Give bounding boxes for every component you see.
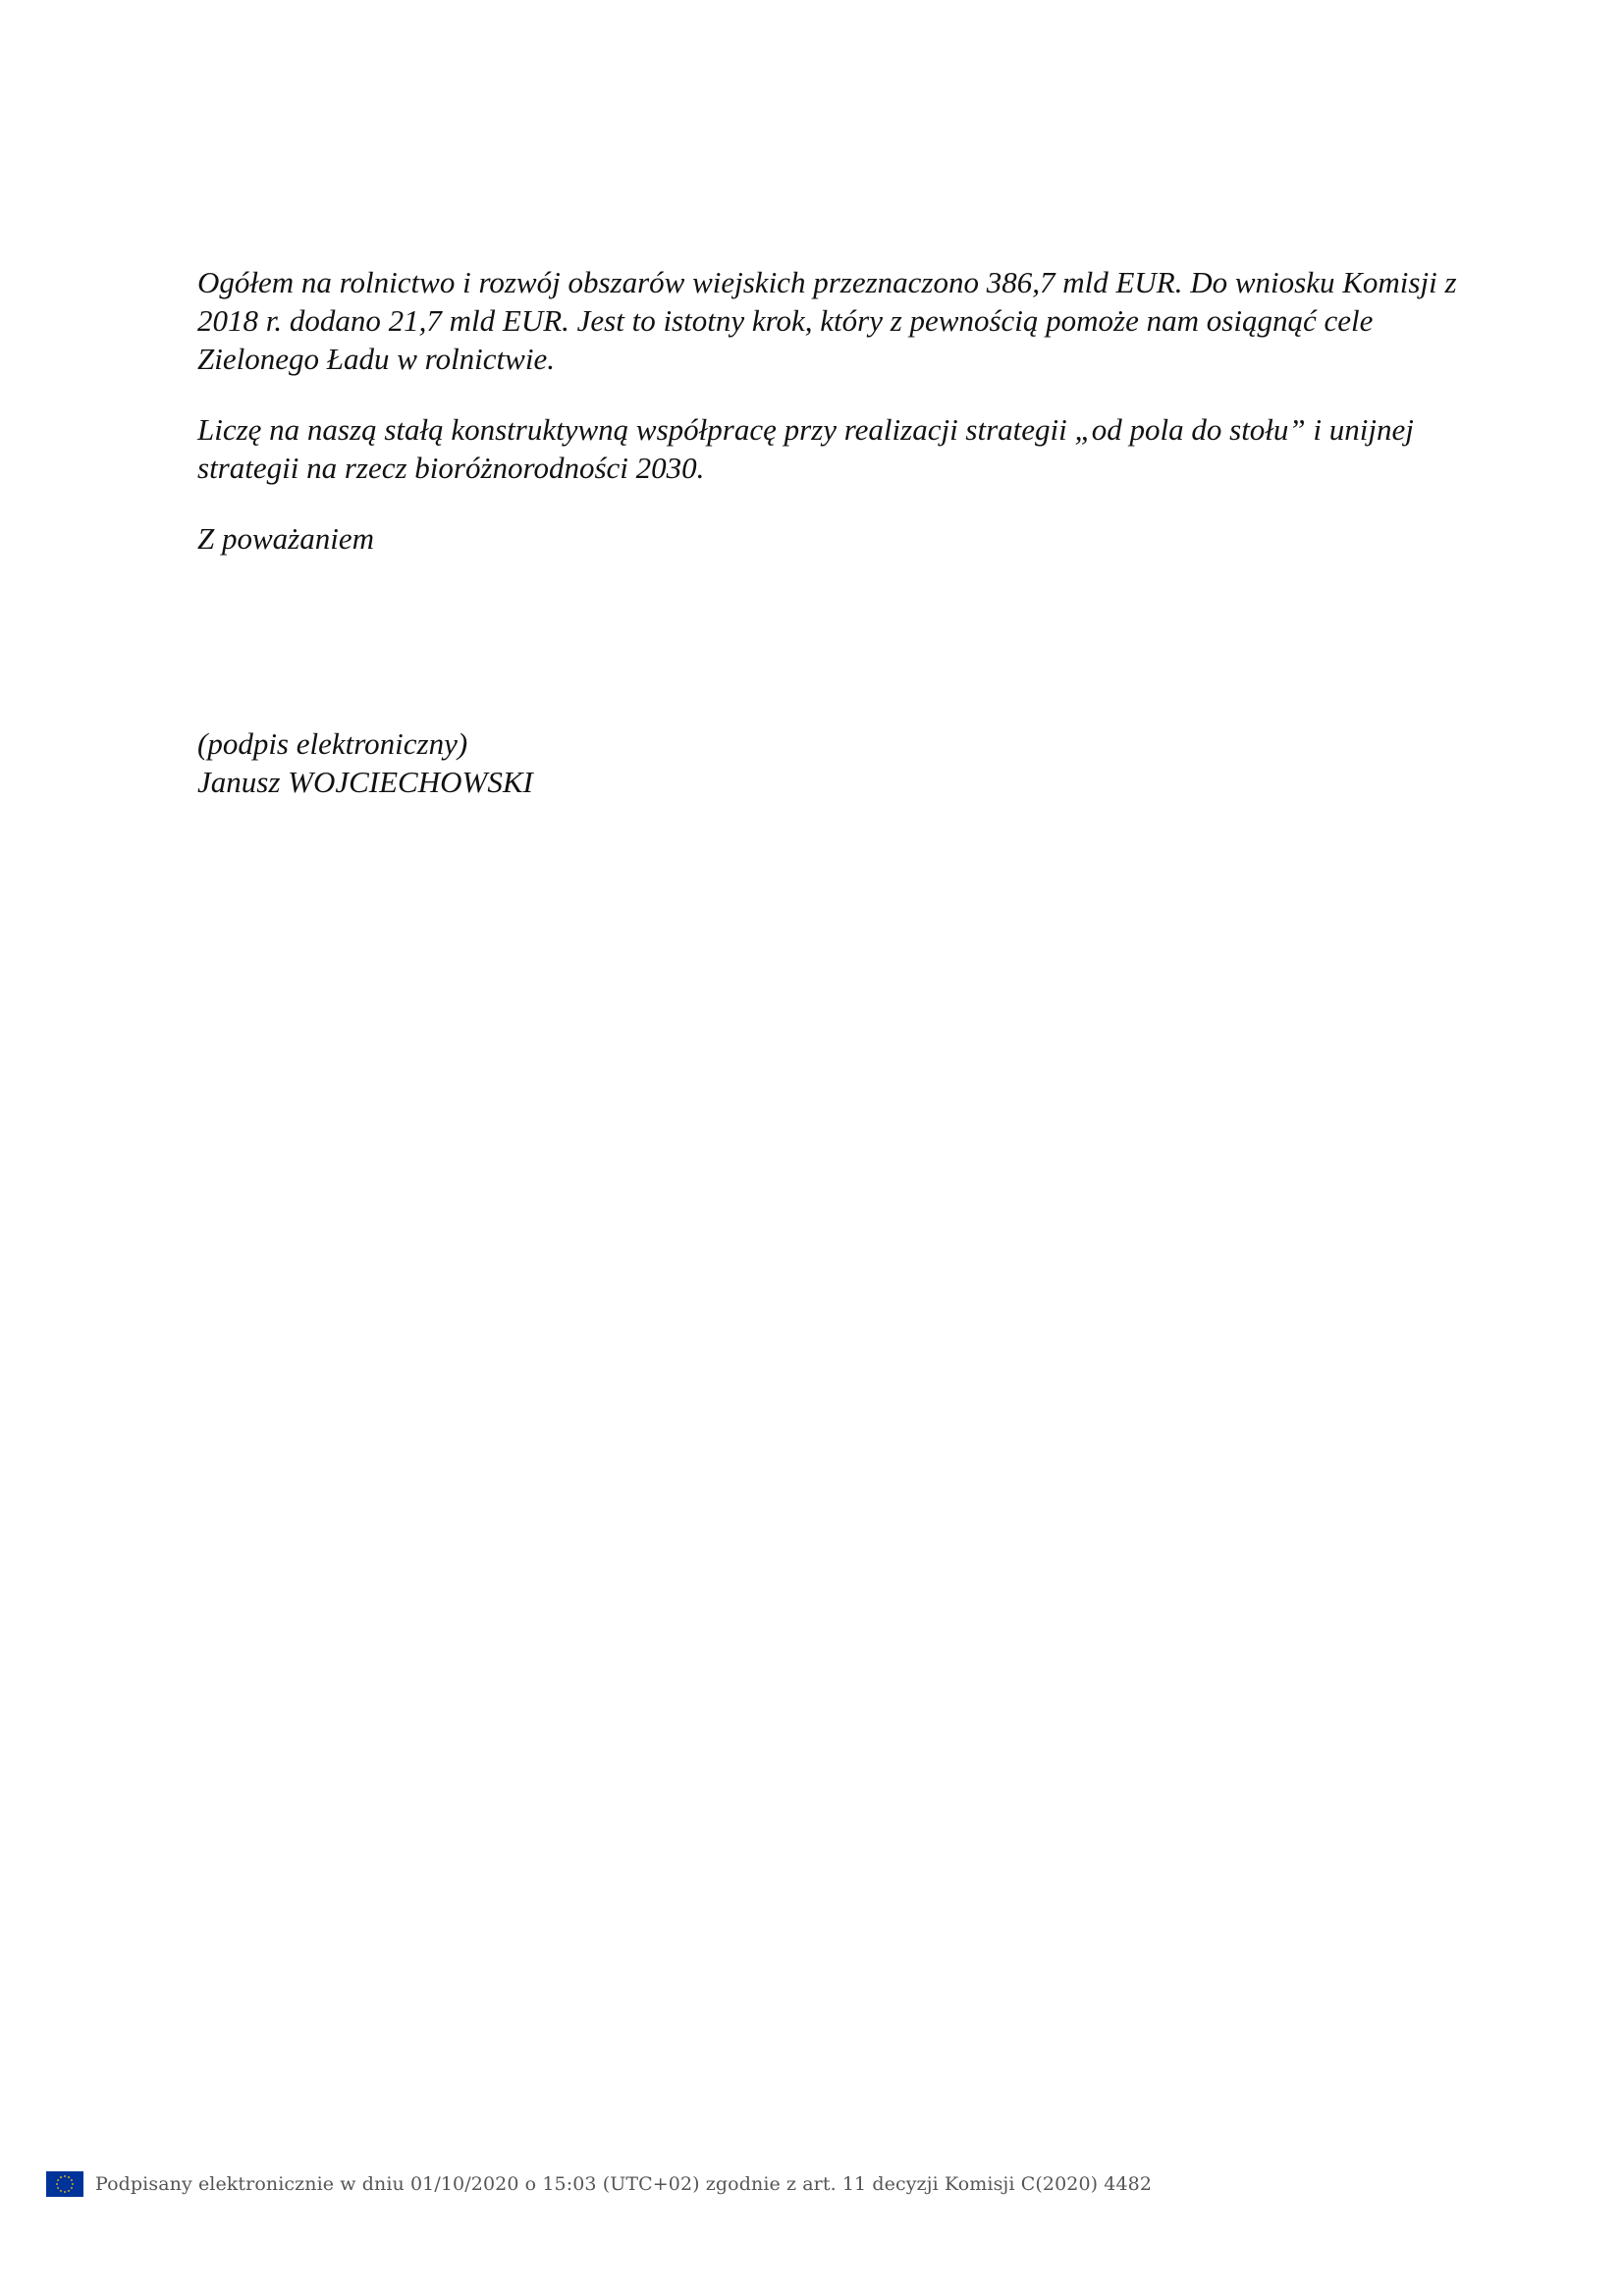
eu-flag-star [64,2191,66,2193]
electronic-signature-note: (podpis elektroniczny) [197,726,468,761]
electronic-signature-footer [46,2170,1152,2198]
eu-flag-star [68,2190,70,2192]
eu-flag-star [57,2187,59,2189]
letter-body [197,263,1464,558]
footer-signature-text: Podpisany elektronicznie w dniu 01/10/2020 o 15:03 (UTC+02) zgodnie z art. 11 decyzji Komisji C(2020) 4482 [95,2173,1153,2195]
eu-flag-icon [46,2171,83,2197]
paragraph-cooperation: Liczę na naszą stałą konstruktywną współpracę przy realizacji strategii „od pola do stołu” i unijnej strategii na rzecz bioróżnorodności 2030. [197,412,1414,485]
eu-flag-star [71,2179,73,2181]
signatory-name: Janusz WOJCIECHOWSKI [197,765,533,799]
eu-flag-star [60,2176,62,2178]
eu-flag-star [57,2179,59,2181]
eu-flag-star [72,2183,74,2185]
eu-flag-star [71,2187,73,2189]
paragraph-budget: Ogółem na rolnictwo i rozwój obszarów wiejskich przeznaczono 386,7 mld EUR. Do wniosku Komisji z 2018 r. dodano 21,7 mld EUR. Jest to istotny krok, który z pewnością pomoże nam osiągnąć cele Zielonego Ładu w rolnictwie. [197,265,1457,376]
signature-block [197,724,533,801]
eu-flag-star [68,2176,70,2178]
eu-flag-star [60,2190,62,2192]
eu-flag-star [56,2183,58,2185]
closing-salutation: Z poważaniem [197,521,374,556]
eu-flag-star [64,2175,66,2177]
